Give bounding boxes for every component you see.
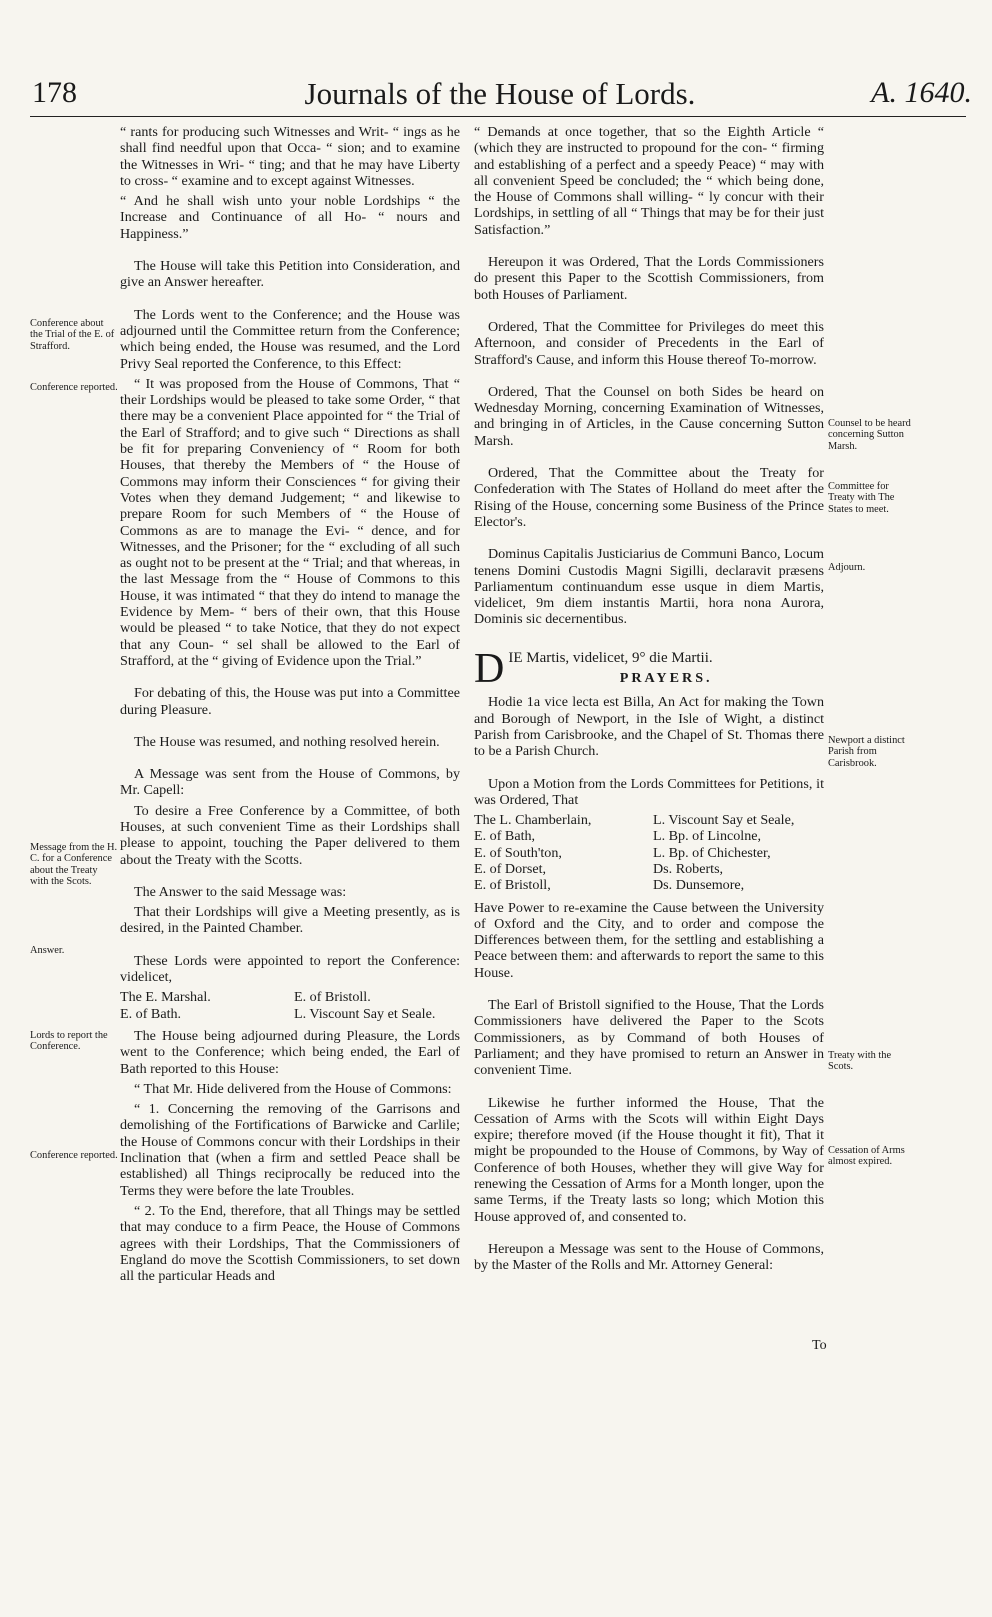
conference-report: “ It was proposed from the House of Commons, That “ their Lordships would be pleased to take some Order, “ that there may be a convenient Place appointed for “ the Trial of the Earl of Strafford; and to give such “ Directions as shall be fit for preparing Conveniency of “ Room for both Houses, that thereby the Members of “ the House of Commons may inform their Consciences “ for giving their Votes when they demand Judgement; “ and likewise to prepare Room for such Members of “ the House of Commons as are to manage the Evi- “ dence, and for Witnesses, and the Prisoner; for the “ excluding of all such as ought not to be present at the “ Trial; and that whereas, in the last Message from the “ House of Commons to this House, it was intimated “ that they do intend to manage the Evidence by Mem- “ bers of their own, that this House would be pleased “ to take Notice, that they do not expect that any Coun- “ sel shall be allowed to the Earl of Strafford, at the “ giving of Evidence upon the Trial.” [120, 375, 460, 669]
margin-note: Lords to report the Conference. [30, 1030, 108, 1053]
message-intro: A Message was sent from the House of Commons, by Mr. Capell: [120, 766, 460, 799]
committee-member: Ds. Dunsemore, [653, 877, 745, 894]
committee-member: Ds. Roberts, [653, 860, 724, 877]
reporter-name: E. of Bath. [120, 1005, 182, 1022]
committee-member: E. of Bristoll, [474, 877, 551, 894]
margin-note: Cessation of Arms almost expired. [828, 1145, 905, 1168]
left-column [120, 124, 460, 1288]
day-heading-text: IE Martis, videlicet, 9° die Martii. [508, 649, 713, 666]
running-title: Journals of the House of Lords. [304, 76, 696, 111]
cessation-paragraph: Likewise he further informed the House, That the Cessation of Arms with the Scots will within Eight Days expire; therefore moved (if the House thought it fit), That it might be propounded to the House of Commons, by Way of Conference of both Houses, whether they will give Way for renewing the Cessation of Arms for a Month longer, upon the same Terms, if the Treaty lasts so long; which Motion this House approved of, and consented to. [474, 1094, 824, 1225]
hide-item-1: “ 1. Concerning the removing of the Garrisons and demolishing of the Fortifications of Barwicke and Carlile; the House of Commons concur with their Lordships in their Inclination that (when a firm and settled Peace shall be established) all Things reciprocally be reduced into the Terms they were before the late Troubles. [120, 1101, 460, 1199]
reporter-name: E. of Bristoll. [294, 989, 371, 1006]
demands-paragraph: “ Demands at once together, that so the Eighth Article “ (which they are instructed to propound for the con- “ firming and establishing of a perfect and a speedy Peace) “ may with all convenient Speed be concluded; the “ which being done, the House of Commons shall willing- “ ly concur with their Lordships, in settling of all “ Things that may be for their just Satisfaction.” [474, 124, 824, 238]
debating-paragraph: For debating of this, the House was put into a Committee during Pleasure. [120, 685, 460, 718]
margin-note: Answer. [30, 945, 65, 956]
hide-item-2: “ 2. To the End, therefore, that all Things may be settled that may conduce to a firm Peace, the House of Commons agrees with their Lordships, That the Commissioners of England do move the Scottish Commissioners, to set down all the particular Heads and [120, 1202, 460, 1285]
page-year: A. 1640. [871, 76, 972, 109]
margin-note: Counsel to be heard concerning Sutton Marsh. [828, 418, 911, 452]
reporter-name: L. Viscount Say et Seale. [294, 1005, 436, 1022]
committee-member: L. Viscount Say et Seale, [653, 812, 795, 829]
adjourned-paragraph: The House being adjourned during Pleasure, the Lords went to the Conference; which being ended, the Earl of Bath reported to this House: [120, 1027, 460, 1077]
committee-list [474, 812, 824, 893]
page-number: 178 [32, 76, 77, 109]
petition-paragraph: “ And he shall wish unto your noble Lordships “ the Increase and Continuance of all Ho- “ nours and Happiness.” [120, 193, 460, 242]
conference-intro: The Lords went to the Conference; and the House was adjourned until the Committee return from the Conference; which being ended, the House was resumed, and the Lord Privy Seal reported the Conference, to this Effect: [120, 306, 460, 372]
answer-intro: The Answer to the said Message was: [134, 883, 347, 900]
committee-member: The L. Chamberlain, [474, 812, 592, 829]
hide-intro: “ That Mr. Hide delivered from the House of Commons: [134, 1080, 452, 1097]
message-body: To desire a Free Conference by a Committee, of both Houses, at such convenient Time as their Lordships shall please to appoint, touching the Paper delivered to them about the Treaty with the Scotts. [120, 802, 460, 868]
prayers-heading: PRAYERS. [619, 670, 713, 687]
margin-note: Conference about the Trial of the E. of Strafford. [30, 318, 115, 352]
committee-member: E. of Dorset, [474, 860, 547, 877]
petition-paragraph: “ rants for producing such Witnesses and Writ- “ ings as he shall find needful upon that Occa- “ sion; and to examine the Witnesses in Wri- “ ting; and that he may have Liberty to cross- “ examine and to except against Witnesses. [120, 124, 460, 189]
resumed-paragraph: The House was resumed, and nothing resolved herein. [134, 733, 440, 750]
margin-note: Adjourn. [828, 562, 866, 573]
committee-member: E. of South'ton, [474, 844, 562, 861]
header-rule [30, 116, 966, 117]
motion-paragraph: Upon a Motion from the Lords Committees for Petitions, it was Ordered, That [474, 775, 824, 808]
hereupon-paragraph: Hereupon a Message was sent to the House of Commons, by the Master of the Rolls and Mr. Attorney General: [474, 1240, 824, 1274]
committee-member: L. Bp. of Chichester, [653, 844, 771, 861]
petition-end [120, 124, 460, 242]
reporter-name: The E. Marshal. [120, 989, 211, 1006]
margin-note: Committee for Treaty with The States to meet. [828, 481, 895, 515]
ordered-paper: Hereupon it was Ordered, That the Lords Commissioners do present this Paper to the Scottish Commissioners, from both Houses of Parliament. [474, 254, 824, 303]
committee-member: E. of Bath, [474, 828, 536, 845]
page-header [28, 76, 972, 118]
reporters-list [120, 989, 460, 1022]
answer-body: That their Lordships will give a Meeting presently, as is desired, in the Painted Chamber. [120, 904, 460, 937]
drop-cap: D [474, 649, 505, 692]
oxford-paragraph: Have Power to re-examine the Cause between the University of Oxford and the City, and to order and compose the Differences between them, for the settling and establishing a Peace between them: and afterwards to report the same to this House. [474, 899, 824, 981]
ordered-treaty: Ordered, That the Committee about the Treaty for Confederation with The States of Holland do meet after the Rising of the House, concerning some Business of the Prince Elector's. [474, 465, 824, 530]
catchword: To [812, 1338, 827, 1353]
right-column [474, 124, 824, 1278]
petition-note: The House will take this Petition into Consideration, and give an Answer hereafter. [120, 258, 460, 291]
margin-note: Treaty with the Scots. [828, 1050, 892, 1073]
newport-bill: Hodie 1a vice lecta est Billa, An Act for making the Town and Borough of Newport, in the Isle of Wight, a distinct Parish from Carisbrooke, and the Chapel of St. Thomas there to be a Parish Church. [474, 694, 824, 760]
latin-adjournment: Dominus Capitalis Justiciarius de Communi Banco, Locum tenens Domini Custodis Magni Sigilli, declaravit præsens Parliamentum continuandum esse usque in diem Martis, videlicet, 9m diem instantis Martii, hora nona Aurora, Dominis sic decernentibus. [474, 546, 824, 628]
ordered-counsel: Ordered, That the Counsel on both Sides be heard on Wednesday Morning, concerning Examination of Witnesses, and bringing in of Articles, in the Cause concerning Sutton Marsh. [474, 383, 824, 449]
committee-member: L. Bp. of Lincolne, [653, 828, 762, 845]
margin-note: Message from the H. C. for a Conference about the Treaty with the Scots. [30, 842, 118, 888]
bristoll-paragraph: The Earl of Bristoll signified to the House, That the Lords Commissioners have delivered the Paper to the Scots Commissioners, as by Command of both Houses of Parliament; and they have promised to return an Answer in convenient Time. [474, 997, 824, 1079]
margin-note: Conference reported. [30, 382, 118, 393]
day-heading [474, 650, 824, 695]
margin-note: Newport a distinct Parish from Carisbrook. [828, 735, 905, 769]
margin-note: Conference reported. [30, 1150, 118, 1161]
ordered-privileges: Ordered, That the Committee for Privileges do meet this Afternoon, and consider of Precedents in the Earl of Strafford's Cause, and inform this House thereof To-morrow. [474, 318, 824, 368]
lords-appointed: These Lords were appointed to report the Conference: videlicet, [120, 952, 460, 986]
